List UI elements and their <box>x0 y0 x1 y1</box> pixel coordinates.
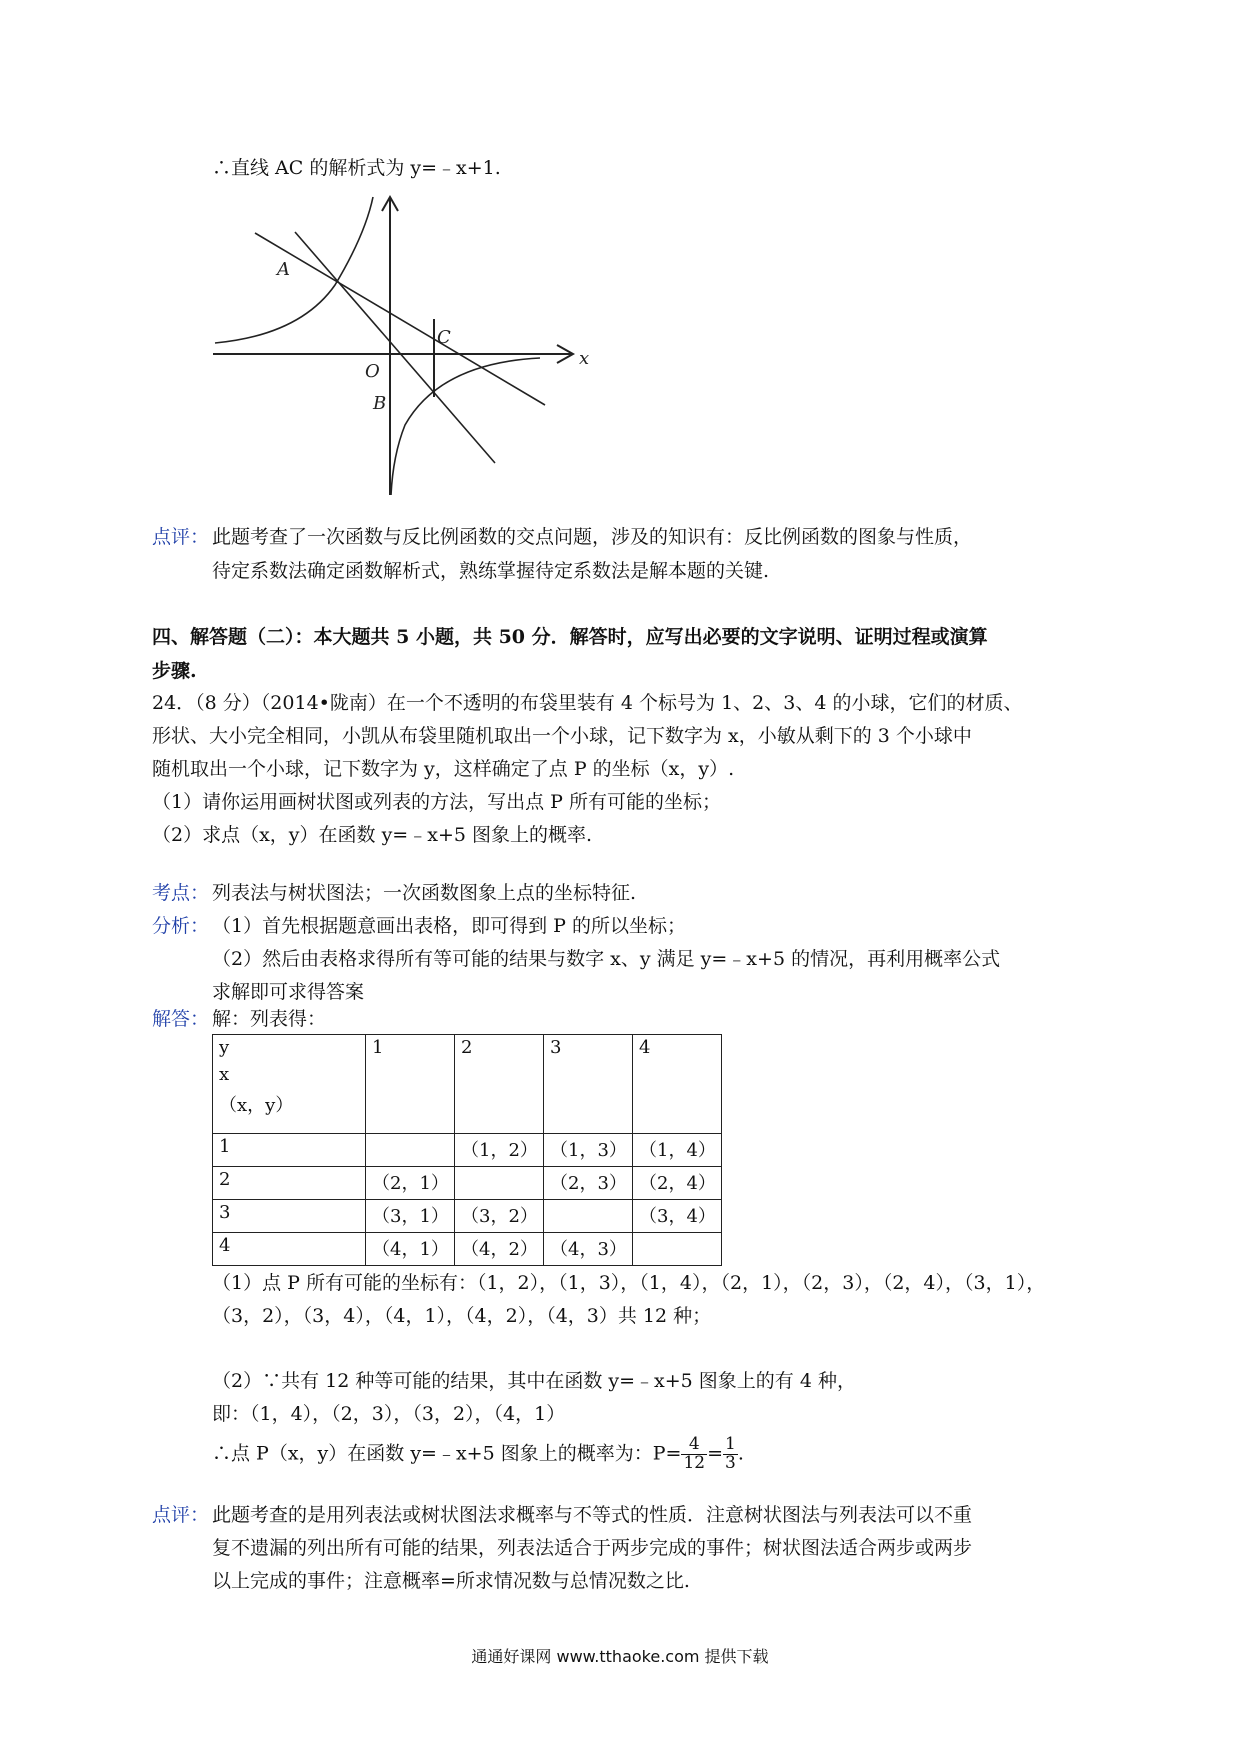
fenxi-line3: 求解即可求得答案 <box>212 981 365 1003</box>
jieda-intro: 解：列表得： <box>212 1008 327 1030</box>
table-cell: （4，2） <box>455 1233 544 1266</box>
problem-line2: 形状、大小完全相同，小凯从布袋里随机取出一个小球，记下数字为 x，小敏从剩下的 3 个小球中 <box>152 725 972 747</box>
solution-part1-line2: （3，2），（3，4），（4，1），（4，2），（4，3）共 12 种； <box>212 1305 712 1327</box>
hyperbola-upper-left <box>215 197 373 343</box>
problem-question1: （1）请你运用画树状图或列表的方法，写出点 P 所有可能的坐标； <box>152 791 721 813</box>
hyperbola-lower-right <box>391 358 540 495</box>
comment2-line1: 此题考查的是用列表法或树状图法求概率与不等式的性质．注意树状图法与列表法可以不重 <box>212 1504 973 1526</box>
table-cell: （4，1） <box>366 1233 455 1266</box>
kaodian-text: 列表法与树状图法；一次函数图象上点的坐标特征. <box>212 882 637 904</box>
label-b: B <box>373 393 387 414</box>
section-heading-line1: 四、解答题（二）：本大题共 5 小题，共 50 分．解答时，应写出必要的文字说明、证明过程或演算 <box>152 626 988 648</box>
comment1-tag: 点评： <box>152 526 210 548</box>
label-a: A <box>277 259 290 280</box>
jieda-tag: 解答： <box>152 1008 210 1030</box>
fenxi-line1: （1）首先根据题意画出表格，即可得到 P 的所以坐标； <box>212 915 686 937</box>
comment1-line2: 待定系数法确定函数解析式，熟练掌握待定系数法是解本题的关键. <box>212 560 770 582</box>
solution-part2-line1: （2）∵共有 12 种等可能的结果，其中在函数 y=﹣x+5 图象上的有 4 种， <box>212 1370 856 1392</box>
table-row-label: 1 <box>213 1134 366 1167</box>
problem-question2: （2）求点（x，y）在函数 y=﹣x+5 图象上的概率. <box>152 824 593 846</box>
probability-prefix: ∴点 P（x，y）在函数 y=﹣x+5 图象上的概率为：P= <box>212 1442 682 1465</box>
period: . <box>737 1442 744 1465</box>
table-cell: （2，4） <box>633 1167 722 1200</box>
fenxi-tag: 分析： <box>152 915 210 937</box>
corner-xy: （x，y） <box>219 1095 294 1116</box>
comment2-tag: 点评： <box>152 1504 210 1526</box>
section-heading-line2: 步骤. <box>152 660 197 682</box>
solution-probability <box>212 1436 744 1473</box>
table-cell: （1，2） <box>455 1134 544 1167</box>
table-col-header: 3 <box>544 1035 633 1134</box>
table-cell: （3，2） <box>455 1200 544 1233</box>
fraction-denominator: 12 <box>683 1452 706 1473</box>
table-row <box>213 1167 722 1200</box>
label-origin: O <box>365 361 380 382</box>
table-col-header: 1 <box>366 1035 455 1134</box>
comment2-line3: 以上完成的事件；注意概率=所求情况数与总情况数之比. <box>212 1570 690 1592</box>
table-row-label: 2 <box>213 1167 366 1200</box>
table-col-header: 2 <box>455 1035 544 1134</box>
label-x: x <box>579 348 590 369</box>
table-cell: （3，1） <box>366 1200 455 1233</box>
kaodian-tag: 考点： <box>152 882 210 904</box>
table-cell: （3，4） <box>633 1200 722 1233</box>
solution-part1-line1: （1）点 P 所有可能的坐标有：（1，2），（1，3），（1，4），（2，1），（2，3），（2，4），（3，1）， <box>212 1272 1046 1294</box>
ac-line-conclusion: ∴直线 AC 的解析式为 y=﹣x+1. <box>212 157 501 179</box>
table-row <box>213 1200 722 1233</box>
table-cell: （2，3） <box>544 1167 633 1200</box>
comment1-line1: 此题考查了一次函数与反比例函数的交点问题，涉及的知识有：反比例函数的图象与性质， <box>212 526 973 548</box>
table-corner-cell <box>213 1035 366 1134</box>
fenxi-line2: （2）然后由表格求得所有等可能的结果与数字 x、y 满足 y=﹣x+5 的情况，再利用概率公式 <box>212 948 1001 970</box>
problem-line1: 24．（8 分）（2014•陇南）在一个不透明的布袋里装有 4 个标号为 1、2、3、4 的小球，它们的材质、 <box>152 692 1023 714</box>
table-cell: （4，3） <box>544 1233 633 1266</box>
table-row <box>213 1233 722 1266</box>
table-cell <box>544 1200 633 1233</box>
corner-y: y <box>219 1037 230 1058</box>
table-cell <box>455 1167 544 1200</box>
table-header-row <box>213 1035 722 1134</box>
problem-line3: 随机取出一个小球，记下数字为 y，这样确定了点 P 的坐标（x，y）. <box>152 758 735 780</box>
table-cell: （1，4） <box>633 1134 722 1167</box>
table-col-header: 4 <box>633 1035 722 1134</box>
fraction-4-12 <box>681 1436 707 1473</box>
function-graph <box>205 195 595 495</box>
table-cell <box>366 1134 455 1167</box>
comment2-line2: 复不遗漏的列出所有可能的结果，列表法适合于两步完成的事件；树状图法适合两步或两步 <box>212 1537 973 1559</box>
line-ab <box>295 232 495 463</box>
table-row-label: 4 <box>213 1233 366 1266</box>
table-cell: （1，3） <box>544 1134 633 1167</box>
fraction-numerator: 1 <box>725 1434 736 1454</box>
table-cell: （2，1） <box>366 1167 455 1200</box>
table-cell <box>633 1233 722 1266</box>
fraction-numerator: 4 <box>681 1436 707 1455</box>
page-footer: 通通好课网 www.tthaoke.com 提供下载 <box>471 1647 769 1666</box>
table-row-label: 3 <box>213 1200 366 1233</box>
equals-sign: = <box>707 1442 723 1465</box>
corner-x: x <box>219 1064 230 1085</box>
fraction-1-3 <box>723 1436 738 1473</box>
probability-table <box>212 1034 722 1266</box>
label-c: C <box>437 327 451 348</box>
fraction-denominator: 3 <box>725 1452 736 1473</box>
solution-part2-line2: 即：（1，4），（2，3），（3，2），（4，1） <box>212 1403 566 1425</box>
table-row <box>213 1134 722 1167</box>
